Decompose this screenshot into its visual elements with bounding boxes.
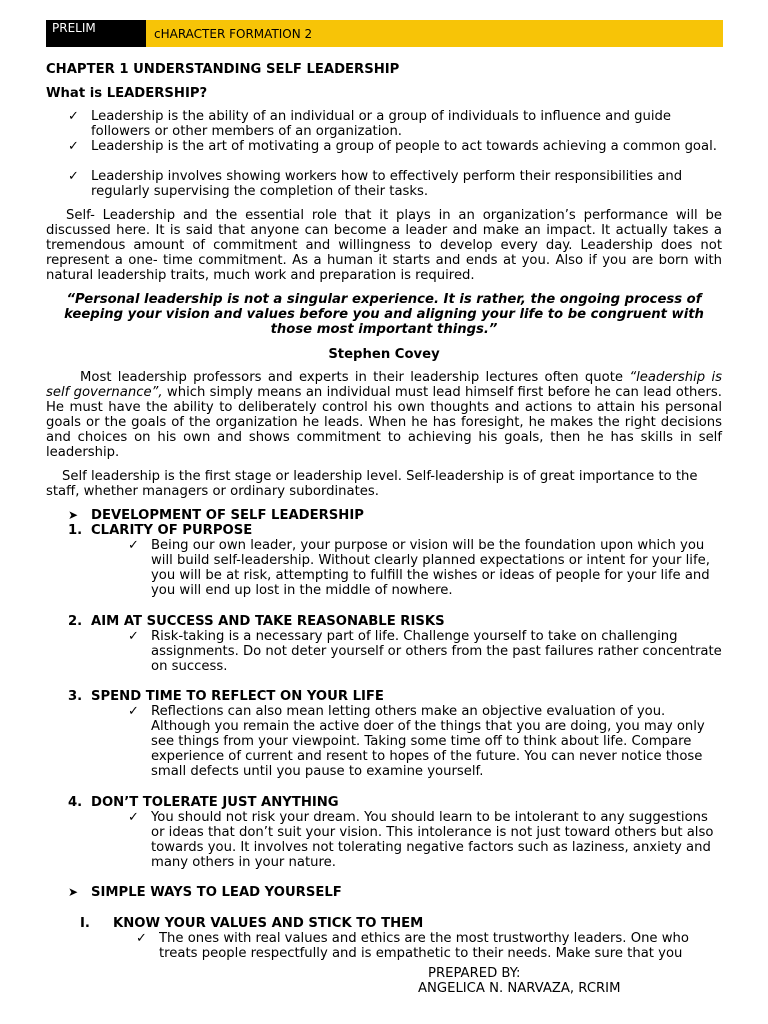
para2-text-end: which simply means an individual must lead himself first before he can lead others. He must have the ability to deliberately control his own thoughts and actions to attain his personal goals or the goals of the organization he leads. When he has foresight, he makes the right decisions and choices on his own and shows commitment to achieving his goals, then he has skills in self leadership. (46, 385, 722, 460)
item-title-aim: AIM AT SUCCESS AND TAKE REASONABLE RISKS (91, 614, 445, 629)
item-number: 4. (68, 795, 83, 810)
item-title-clarity: CLARITY OF PURPOSE (91, 523, 253, 538)
chapter-title: CHAPTER 1 UNDERSTANDING SELF LEADERSHIP (46, 62, 400, 77)
section-development-title: DEVELOPMENT OF SELF LEADERSHIP (91, 508, 364, 523)
item-title-reflect: SPEND TIME TO REFLECT ON YOUR LIFE (91, 689, 384, 704)
leadership-point: Leadership is the art of motivating a group of people to act towards achieving a common goal. (91, 139, 717, 154)
paragraph-self-governance (46, 370, 722, 460)
item-text-aim: Risk-taking is a necessary part of life. Challenge yourself to take on challenging assignments. Do not deter yourself or others from the past failures rather concentrate on success. (151, 629, 722, 674)
prepared-by-label: PREPARED BY: (428, 966, 521, 981)
para2-italic-quote: “leadership is self governance”, (46, 370, 723, 400)
header-course-label (146, 20, 723, 47)
item-text-values: The ones with real values and ethics are the most trustworthy leaders. One who treats people respectfully and is empathetic to their needs. Make sure that you (159, 931, 689, 961)
item-number: 2. (68, 614, 83, 629)
header-prelim-label (46, 20, 146, 47)
item-text-tolerate: You should not risk your dream. You should learn to be intolerant to any suggestions or ideas that don’t suit your vision. This intolerance is not just toward others but also towards you. It involves not tolerating negative factors such as laziness, anxiety and many others in your nature. (151, 810, 714, 870)
item-number: 3. (68, 689, 83, 704)
check-icon: ✓ (68, 109, 79, 124)
item-text-reflect: Reflections can also mean letting others make an objective evaluation of you. Although you remain the active doer of the things that you are doing, you may only see things from your viewpoint. Taking some time off to think about life. Compare experience of current and resent to hopes of the future. You can never notice those small defects until you pause to examine yourself. (151, 704, 705, 779)
section-simple-ways-title: SIMPLE WAYS TO LEAD YOURSELF (91, 885, 342, 900)
prelim-text: PRELIM (52, 21, 96, 35)
check-icon: ✓ (128, 538, 139, 553)
quote-author: Stephen Covey (328, 347, 440, 362)
item-text-clarity: Being our own leader, your purpose or vision will be the foundation upon which you will build self-leadership. Without clearly planned expectations or intent for your life, you will be at risk, attempting to fulfill the wishes or ideas of people for your life and you will end up lost in the middle of nowhere. (151, 538, 710, 598)
check-icon: ✓ (136, 931, 147, 946)
check-icon: ✓ (128, 810, 139, 825)
quote-text: “Personal leadership is not a singular experience. It is rather, the ongoing process of keeping your vision and values before you and aligning your life to be congruent with those most important things.” (64, 292, 704, 337)
paragraph-self-leadership: Self- Leadership and the essential role that it plays in an organization’s performance will be discussed here. It is said that anyone can become a leader and make an impact. It actually takes a tremendous amount of commitment and willingness to develop every day. Leadership does not represent a one- time commitment. As a human it starts and ends at you. Also if you are born with natural leadership traits, much work and preparation is required. (46, 208, 722, 283)
roman-item-number: I. (80, 916, 90, 931)
arrow-bullet-icon: ➤ (68, 885, 79, 899)
item-title-tolerate: DON’T TOLERATE JUST ANYTHING (91, 795, 339, 810)
preparer-name: ANGELICA N. NARVAZA, RCRIM (418, 981, 621, 996)
check-icon: ✓ (68, 139, 79, 154)
arrow-bullet-icon: ➤ (68, 508, 79, 522)
item-title-values: KNOW YOUR VALUES AND STICK TO THEM (113, 916, 424, 931)
check-icon: ✓ (128, 629, 139, 644)
paragraph-first-stage: Self leadership is the first stage or leadership level. Self-leadership is of great importance to the staff, whether managers or ordinary subordinates. (46, 469, 698, 499)
item-number: 1. (68, 523, 83, 538)
para2-text-start: Most leadership professors and experts in their leadership lectures often quote (80, 370, 630, 385)
course-text: cHARACTER FORMATION 2 (154, 27, 313, 41)
check-icon: ✓ (68, 169, 79, 184)
leadership-point: Leadership is the ability of an individual or a group of individuals to influence and guide followers or other members of an organization. (91, 109, 672, 139)
leadership-point: Leadership involves showing workers how to effectively perform their responsibilities and regularly supervising the completion of their tasks. (91, 169, 683, 199)
question-heading: What is LEADERSHIP? (46, 86, 208, 101)
check-icon: ✓ (128, 704, 139, 719)
